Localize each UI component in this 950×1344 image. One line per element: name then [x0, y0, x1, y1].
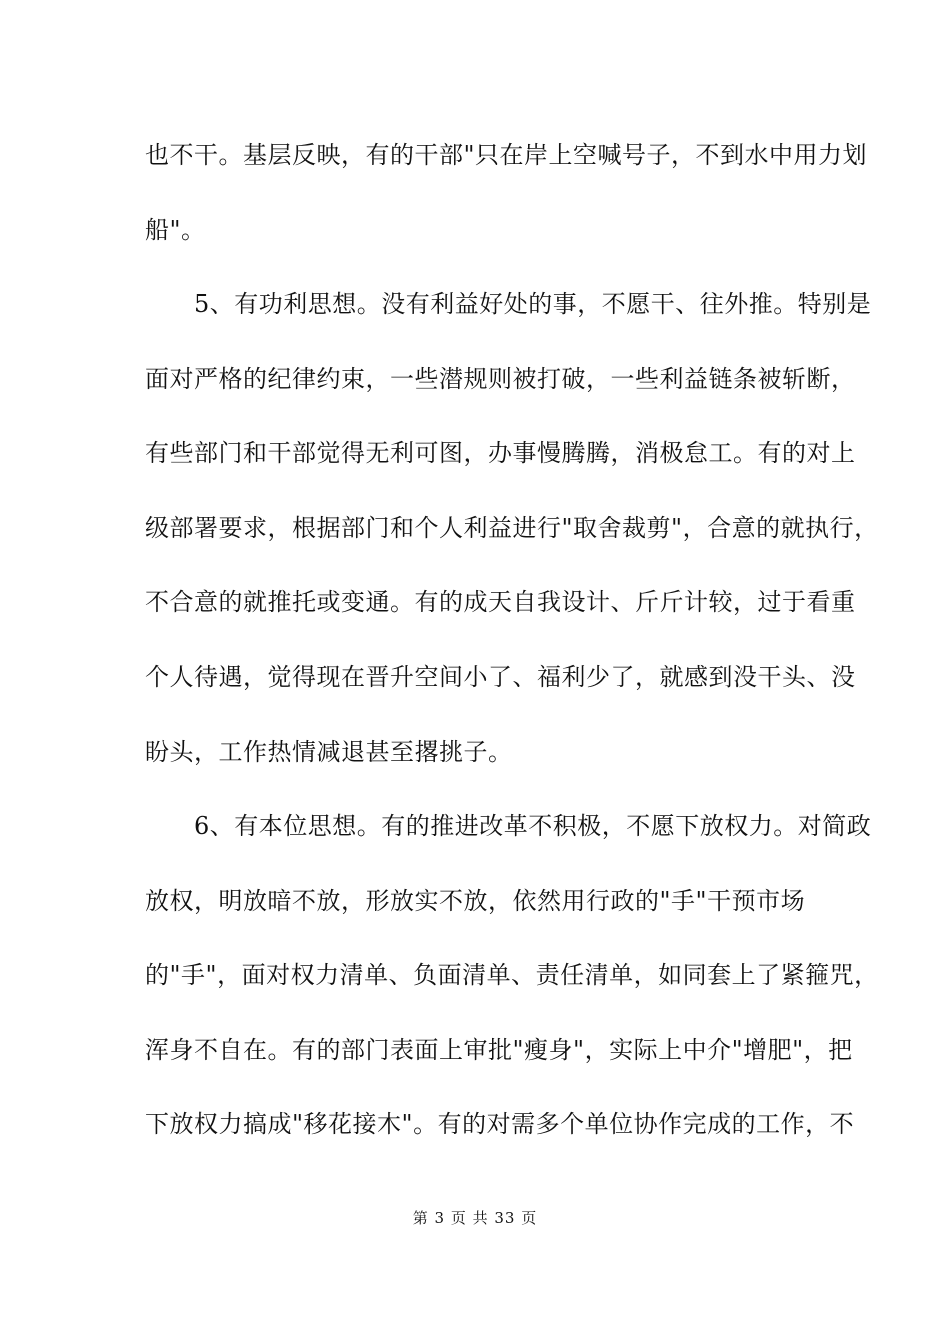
text-line-12: 的"手"，面对权力清单、负面清单、责任清单，如同套上了紧箍咒， [145, 961, 879, 989]
text-line-11: 放权，明放暗不放，形放实不放，依然用行政的"手"干预市场 [145, 887, 806, 915]
text-line-3: 5、有功利思想。没有利益好处的事，不愿干、往外推。特别是 [145, 290, 872, 318]
text-line-2: 船"。 [145, 216, 206, 244]
text-line-9: 盼头，工作热情减退甚至撂挑子。 [145, 738, 513, 766]
text-line-5: 有些部门和干部觉得无利可图，办事慢腾腾，消极怠工。有的对上 [145, 439, 856, 467]
page-number-footer: 第 3 页 共 33 页 [412, 1209, 538, 1227]
text-line-1: 也不干。基层反映，有的干部"只在岸上空喊号子，不到水中用力划 [145, 141, 868, 169]
text-line-10: 6、有本位思想。有的推进改革不积极，不愿下放权力。对简政 [145, 812, 872, 840]
text-line-6: 级部署要求，根据部门和个人利益进行"取舍裁剪"，合意的就执行， [145, 514, 879, 542]
text-line-4: 面对严格的纪律约束，一些潜规则被打破，一些利益链条被斩断， [145, 365, 856, 393]
text-line-8: 个人待遇，觉得现在晋升空间小了、福利少了，就感到没干头、没 [145, 663, 856, 691]
text-line-7: 不合意的就推托或变通。有的成天自我设计、斤斤计较，过于看重 [145, 588, 856, 616]
text-line-13: 浑身不自在。有的部门表面上审批"瘦身"，实际上中介"增肥"，把 [145, 1036, 853, 1064]
text-line-14: 下放权力搞成"移花接木"。有的对需多个单位协作完成的工作，不 [145, 1110, 855, 1138]
